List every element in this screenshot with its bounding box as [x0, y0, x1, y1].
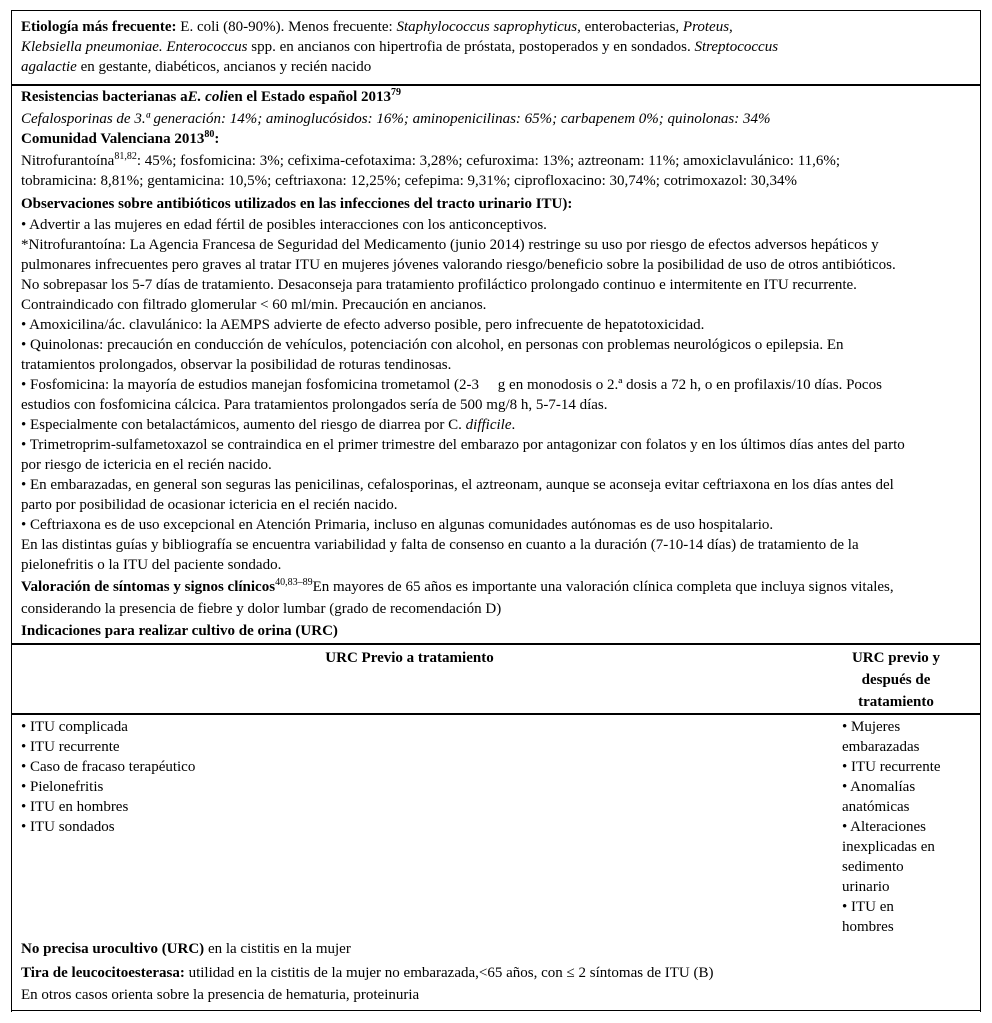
etiologia-line-2: Klebsiella pneumoniae. Enterococcus spp. en ancianos con hipertrofia de próstata, postoperados y en sondados. Streptococcus	[21, 39, 779, 55]
etiologia-line-3: agalactie en gestante, diabéticos, ancianos y recién nacido	[21, 59, 372, 75]
observaciones-title: Observaciones sobre antibióticos utilizados en las infecciones del tracto urinario ITU):	[21, 196, 573, 212]
observaciones-line: pielonefritis o la ITU del paciente sondado.	[21, 557, 282, 573]
comunidad-line-2: tobramicina: 8,81%; gentamicina: 10,5%; ceftriaxona: 12,25%; cefepima: 9,31%; ciprofloxacino: 30,74%; cotrimoxazol: 30,34%	[21, 173, 798, 189]
table-top-rule	[11, 10, 981, 11]
observaciones-line: • Amoxicilina/ác. clavulánico: la AEMPS advierte de efecto adverso posible, pero infrecuente de hepatotoxicidad.	[21, 317, 705, 333]
etiologia-label: Etiología más frecuente:	[21, 19, 177, 35]
observaciones-line: pulmonares infrecuentes pero graves al tratar ITU en mujeres jóvenes valorando riesgo/beneficio sobre la posibilidad de uso de otros antibióticos.	[21, 257, 896, 273]
list-item: • ITU recurrente	[21, 739, 120, 755]
no-precisa-line: No precisa urocultivo (URC) en la cistitis en la mujer	[21, 941, 351, 957]
list-item: urinario	[842, 879, 890, 895]
col1-header: URC Previo a tratamiento	[325, 650, 494, 666]
table-bottom-rule	[11, 1010, 981, 1011]
observaciones-line: por riesgo de ictericia en el recién nacido.	[21, 457, 272, 473]
list-item: embarazadas	[842, 739, 920, 755]
resistencias-title: Resistencias bacterianas aE. colien el Estado español 2013$^{79}$	[21, 87, 402, 105]
divider	[11, 84, 981, 86]
list-item: • ITU recurrente	[842, 759, 941, 775]
list-item: • Alteraciones	[842, 819, 926, 835]
list-item: • ITU en hombres	[21, 799, 129, 815]
tira-line: Tira de leucocitoesterasa: utilidad en la cistitis de la mujer no embarazada,<65 años, con ≤ 2 síntomas de ITU (B)	[21, 965, 714, 981]
observaciones-line: *Nitrofurantoína: La Agencia Francesa de Seguridad del Medicamento (junio 2014) restringe su uso por riesgo de efectos adversos hepáticos y	[21, 237, 879, 253]
table-left-border	[11, 10, 12, 1012]
valoracion-line-2: considerando la presencia de fiebre y dolor lumbar (grado de recomendación D)	[21, 601, 502, 617]
observaciones-line: estudios con fosfomicina cálcica. Para tratamientos prolongados sería de 500 mg/8 h, 5-7-14 días.	[21, 397, 608, 413]
observaciones-line: Contraindicado con filtrado glomerular < 60 ml/min. Precaución en ancianos.	[21, 297, 487, 313]
observaciones-line: • Fosfomicina: la mayoría de estudios manejan fosfomicina trometamol (2-3 g en monodosis o 2.ª dosis a 72 h, o en profilaxis/10 días. Pocos	[21, 377, 882, 393]
list-item: • Caso de fracaso terapéutico	[21, 759, 196, 775]
col2-header: URC previo y después de tratamiento	[851, 650, 941, 710]
list-item: hombres	[842, 919, 894, 935]
observaciones-line: tratamientos prolongados, observar la posibilidad de roturas tendinosas.	[21, 357, 452, 373]
list-item: inexplicadas en	[842, 839, 935, 855]
observaciones-line: • Advertir a las mujeres en edad fértil de posibles interacciones con los anticonceptivos.	[21, 217, 547, 233]
list-item: • Pielonefritis	[21, 779, 104, 795]
list-item: sedimento	[842, 859, 904, 875]
observaciones-line: No sobrepasar los 5-7 días de tratamiento. Desaconseja para tratamiento profiláctico prolongado continuo e intermitente en ITU recurrente.	[21, 277, 857, 293]
observaciones-line: • Quinolonas: precaución en conducción de vehículos, potenciación con alcohol, en personas con problemas neurológicos o epilepsia. En	[21, 337, 844, 353]
valoracion-title: Valoración de síntomas y signos clínicos	[21, 579, 276, 595]
observaciones-line: En las distintas guías y bibliografía se encuentra variabilidad y falta de consenso en cuanto a la duración (7-10-14 días) de tratamiento de la	[21, 537, 859, 553]
list-item: • Mujeres	[842, 719, 901, 735]
list-item: • ITU sondados	[21, 819, 115, 835]
observaciones-line: • Especialmente con betalactámicos, aumento del riesgo de diarrea por C. difficile.	[21, 417, 516, 433]
list-item: • ITU complicada	[21, 719, 128, 735]
list-item: • ITU en	[842, 899, 894, 915]
observaciones-line: • En embarazadas, en general son seguras las penicilinas, cefalosporinas, el aztreonam, aunque se aconseja evitar ceftriaxona en los días antes del	[21, 477, 894, 493]
comunidad-line-1: Nitrofurantoína$^{81,82}$: 45%; fosfomicina: 3%; cefixima-cefotaxima: 3,28%; cefuroxima: 13%; aztreonam: 11%; amoxiclavulánico: 11,6%;	[21, 151, 841, 169]
divider	[11, 643, 981, 645]
list-item: • Anomalías	[842, 779, 916, 795]
observaciones-line: • Trimetroprim-sulfametoxazol se contraindica en el primer trimestre del embarazo por antagonizar con folatos y en los últimos días antes del parto	[21, 437, 905, 453]
list-item: anatómicas	[842, 799, 910, 815]
valoracion-line-1: Valoración de síntomas y signos clínicos$^{40,83-89}$En mayores de 65 años es importante una valoración clínica completa que incluya signos vitales,	[21, 577, 894, 595]
observaciones-line: • Ceftriaxona es de uso excepcional en Atención Primaria, incluso en algunas comunidades autónomas es de uso hospitalario.	[21, 517, 774, 533]
otros-line: En otros casos orienta sobre la presencia de hematuria, proteinuria	[21, 987, 420, 1003]
etiologia-line-1: Etiología más frecuente: E. coli (80-90%). Menos frecuente: Staphylococcus saprophyticus, enterobacterias, Proteus,	[21, 19, 733, 35]
indicaciones-title: Indicaciones para realizar cultivo de orina (URC)	[21, 623, 338, 639]
divider	[11, 713, 981, 715]
table-right-border	[980, 10, 981, 1012]
comunidad-title: Comunidad Valenciana 2013$^{80}$:	[21, 129, 220, 147]
observaciones-line: parto por posibilidad de ocasionar ictericia en el recién nacido.	[21, 497, 398, 513]
cefalosporinas-line: Cefalosporinas de 3.ª generación: 14%; aminoglucósidos: 16%; aminopenicilinas: 65%; carbapenem 0%; quinolonas: 34%	[21, 111, 771, 127]
